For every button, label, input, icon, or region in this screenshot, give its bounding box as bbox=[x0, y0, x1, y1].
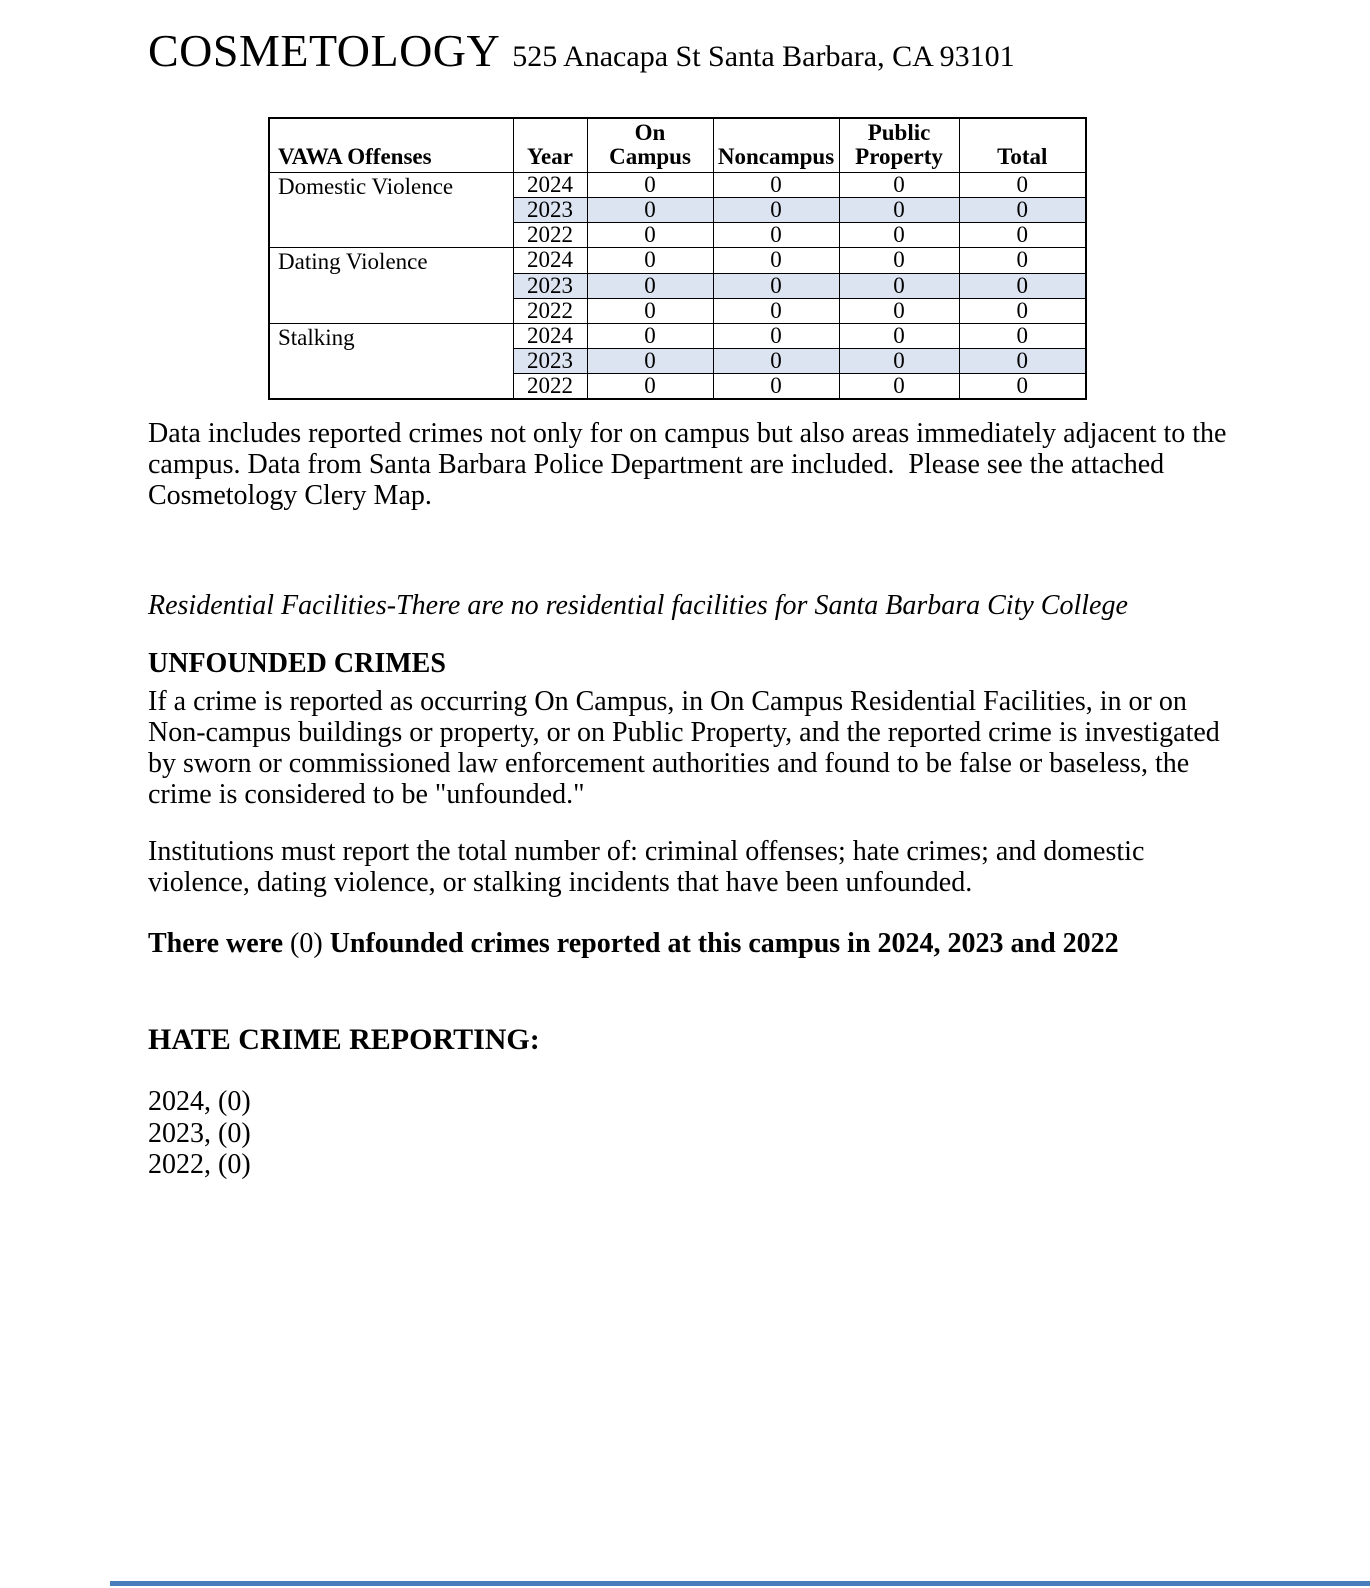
value-cell: 0 bbox=[713, 323, 839, 348]
value-cell: 0 bbox=[959, 198, 1086, 223]
header-total bbox=[959, 118, 1086, 173]
value-cell: 0 bbox=[587, 298, 713, 323]
residential-facilities-note: Residential Facilities-There are no residential facilities for Santa Barbara City College bbox=[148, 590, 1128, 621]
value-cell: 0 bbox=[959, 223, 1086, 248]
value-cell: 0 bbox=[713, 173, 839, 198]
value-cell: 0 bbox=[959, 323, 1086, 348]
year-cell: 2023 bbox=[513, 273, 587, 298]
value-cell: 0 bbox=[713, 374, 839, 400]
value-cell: 0 bbox=[959, 348, 1086, 373]
value-cell: 0 bbox=[587, 223, 713, 248]
value-cell: 0 bbox=[713, 223, 839, 248]
value-cell: 0 bbox=[839, 223, 959, 248]
value-cell: 0 bbox=[713, 248, 839, 273]
header-label: Campus bbox=[609, 143, 691, 169]
table-row bbox=[269, 173, 1086, 198]
offense-name: Stalking bbox=[269, 323, 513, 399]
value-cell: 0 bbox=[839, 298, 959, 323]
value-cell: 0 bbox=[713, 298, 839, 323]
page-bottom-divider bbox=[110, 1581, 1370, 1586]
header-label: VAWA Offenses bbox=[278, 143, 432, 169]
unfounded-crimes-section bbox=[148, 648, 1240, 810]
unfounded-statement bbox=[148, 928, 1240, 959]
value-cell: 0 bbox=[839, 273, 959, 298]
year-cell: 2022 bbox=[513, 298, 587, 323]
value-cell: 0 bbox=[713, 198, 839, 223]
year-cell: 2024 bbox=[513, 248, 587, 273]
header-label: Public bbox=[867, 119, 931, 145]
year-cell: 2022 bbox=[513, 374, 587, 400]
document-header bbox=[148, 24, 1015, 77]
value-cell: 0 bbox=[959, 374, 1086, 400]
header-on-campus bbox=[587, 118, 713, 173]
hate-count-2024: 2024, (0) bbox=[148, 1086, 251, 1117]
value-cell: 0 bbox=[587, 173, 713, 198]
institutions-paragraph: Institutions must report the total number of: criminal offenses; hate crimes; and domestic violence, dating violence, or stalking incidents that have been unfounded. bbox=[148, 836, 1145, 898]
hate-count-2023: 2023, (0) bbox=[148, 1117, 251, 1149]
value-cell: 0 bbox=[713, 348, 839, 373]
offense-name: Domestic Violence bbox=[269, 173, 513, 248]
offense-name: Dating Violence bbox=[269, 248, 513, 323]
value-cell: 0 bbox=[959, 298, 1086, 323]
value-cell: 0 bbox=[587, 323, 713, 348]
value-cell: 0 bbox=[959, 173, 1086, 198]
value-cell: 0 bbox=[587, 348, 713, 373]
header-public-property bbox=[839, 118, 959, 173]
data-note-paragraph: Data includes reported crimes not only for on campus but also areas immediately adjacent to the campus. Data from Santa Barbara Police Department are included. Please see the attached Cosmetology Clery Map. bbox=[148, 418, 1234, 511]
header-year bbox=[513, 118, 587, 173]
value-cell: 0 bbox=[839, 348, 959, 373]
header-label: Noncampus bbox=[717, 143, 835, 169]
value-cell: 0 bbox=[839, 323, 959, 348]
unfounded-crimes-heading: UNFOUNDED CRIMES bbox=[148, 648, 446, 679]
year-cell: 2022 bbox=[513, 223, 587, 248]
campus-title: COSMETOLOGY bbox=[148, 25, 501, 76]
header-noncampus bbox=[713, 118, 839, 173]
header-label: Year bbox=[527, 143, 573, 169]
statement-suffix: Unfounded crimes reported at this campus in 2024, 2023 and 2022 bbox=[322, 928, 1119, 959]
value-cell: 0 bbox=[839, 248, 959, 273]
hate-count-2022: 2022, (0) bbox=[148, 1149, 251, 1180]
table-header-row bbox=[269, 118, 1086, 173]
value-cell: 0 bbox=[713, 273, 839, 298]
year-cell: 2023 bbox=[513, 348, 587, 373]
value-cell: 0 bbox=[587, 198, 713, 223]
header-label: On bbox=[634, 119, 666, 145]
hate-crime-yearly-counts bbox=[148, 1086, 1240, 1181]
statement-prefix: There were bbox=[148, 928, 291, 959]
year-cell: 2024 bbox=[513, 323, 587, 348]
value-cell: 0 bbox=[839, 374, 959, 400]
value-cell: 0 bbox=[587, 273, 713, 298]
statement-count: (0) bbox=[290, 928, 323, 959]
value-cell: 0 bbox=[959, 248, 1086, 273]
value-cell: 0 bbox=[839, 198, 959, 223]
header-label: Total bbox=[997, 143, 1048, 169]
header-vawa-offenses bbox=[269, 118, 513, 173]
table-row bbox=[269, 323, 1086, 348]
hate-crime-heading: HATE CRIME REPORTING: bbox=[148, 1023, 540, 1056]
campus-address: 525 Anacapa St Santa Barbara, CA 93101 bbox=[512, 40, 1015, 73]
header-label: Property bbox=[855, 143, 943, 169]
value-cell: 0 bbox=[839, 173, 959, 198]
vawa-offenses-table bbox=[268, 117, 1087, 400]
value-cell: 0 bbox=[587, 374, 713, 400]
year-cell: 2024 bbox=[513, 173, 587, 198]
table-row bbox=[269, 248, 1086, 273]
year-cell: 2023 bbox=[513, 198, 587, 223]
value-cell: 0 bbox=[587, 248, 713, 273]
unfounded-crimes-body: If a crime is reported as occurring On Campus, in On Campus Residential Facilities, in or on Non-campus buildings or property, or on Public Property, and the reported crime is investigated by sworn or commissioned law enforcement authorities and found to be false or baseless, the crime is considered to be "unfounded." bbox=[148, 686, 1220, 810]
value-cell: 0 bbox=[959, 273, 1086, 298]
